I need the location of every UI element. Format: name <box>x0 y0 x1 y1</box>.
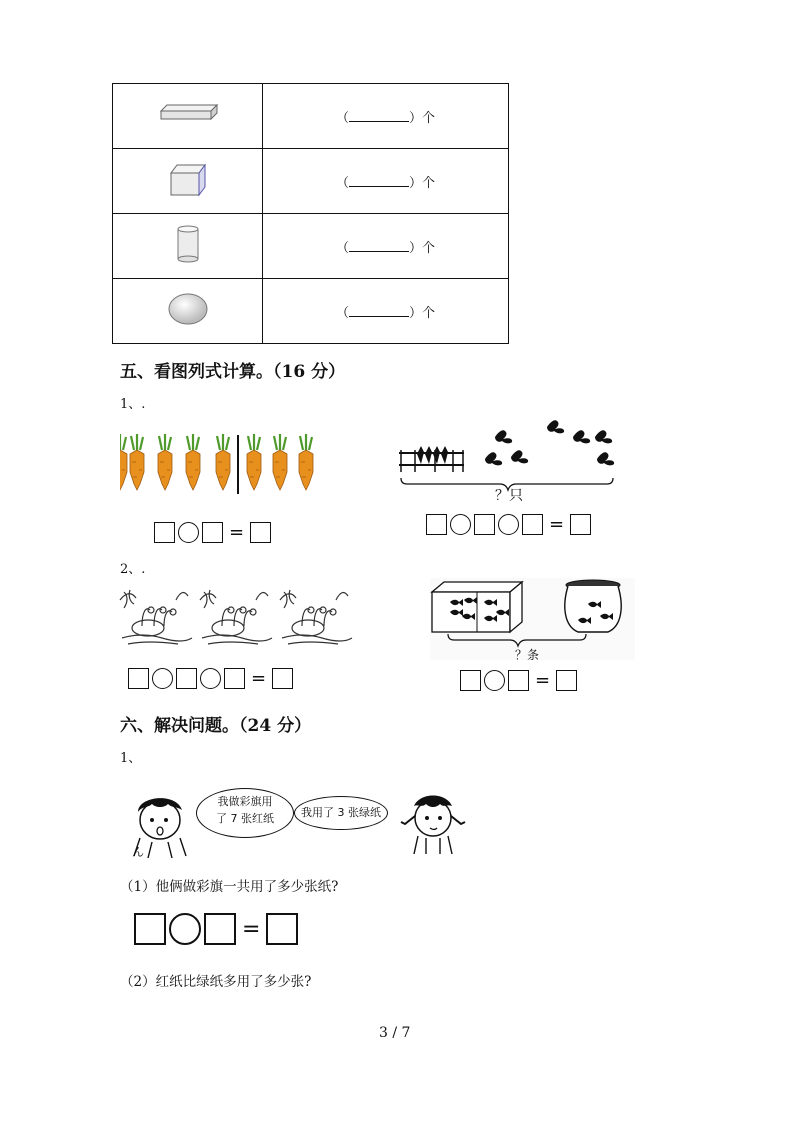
girl-speech-bubble: 我用了 3 张绿纸 <box>294 796 388 830</box>
table-row <box>113 279 509 344</box>
shape-cell <box>113 214 263 279</box>
answer-blank[interactable] <box>349 176 409 187</box>
sphere-icon <box>163 289 213 329</box>
carrots-illustration <box>120 432 330 494</box>
question-2-label: 2、. <box>120 562 146 577</box>
equals-sign: = <box>251 668 267 689</box>
answer-box[interactable] <box>508 670 529 691</box>
section-6-question-1-label: 1、 <box>120 751 142 766</box>
answer-cell <box>263 84 509 149</box>
answer-cell <box>263 279 509 344</box>
boy-speech-line2: 了 7 张红纸 <box>216 812 274 825</box>
fish-question-label: ？条 <box>515 648 540 662</box>
equals-sign: = <box>229 522 245 543</box>
paren-open: （ <box>335 175 349 191</box>
cube-icon <box>163 159 213 199</box>
operator-circle[interactable] <box>152 668 173 689</box>
operator-circle[interactable] <box>178 522 199 543</box>
question-1-label: 1、. <box>120 397 146 412</box>
answer-cell <box>263 149 509 214</box>
section-5-title: 五、看图列式计算。（16 分） <box>120 362 346 382</box>
equals-sign: = <box>535 670 551 691</box>
operator-circle[interactable] <box>498 514 519 535</box>
shape-cell <box>113 279 263 344</box>
equation-row-1 <box>154 522 274 543</box>
unit-label: ）个 <box>409 240 436 256</box>
boy-illustration <box>130 790 190 860</box>
equation-row-3 <box>128 668 296 689</box>
svg-text:ん: ん <box>132 845 145 859</box>
equals-sign: = <box>549 514 565 535</box>
answer-box[interactable] <box>134 913 166 945</box>
answer-box[interactable] <box>426 514 447 535</box>
unit-label: ）个 <box>409 305 436 321</box>
answer-box[interactable] <box>522 514 543 535</box>
equals-sign: = <box>242 916 261 942</box>
answer-box[interactable] <box>202 522 223 543</box>
operator-circle[interactable] <box>450 514 471 535</box>
shape-cell <box>113 149 263 214</box>
shape-cell <box>113 84 263 149</box>
answer-box[interactable] <box>128 668 149 689</box>
operator-circle[interactable] <box>169 913 201 945</box>
unit-label: ）个 <box>409 110 436 126</box>
answer-box[interactable] <box>272 668 293 689</box>
answer-box[interactable] <box>176 668 197 689</box>
answer-blank[interactable] <box>349 111 409 122</box>
operator-circle[interactable] <box>484 670 505 691</box>
paren-open: （ <box>335 240 349 256</box>
answer-box[interactable] <box>204 913 236 945</box>
answer-blank[interactable] <box>349 306 409 317</box>
boy-speech-line1: 我做彩旗用 <box>217 795 273 808</box>
shape-count-table <box>112 83 509 344</box>
paren-open: （ <box>335 110 349 126</box>
answer-box[interactable] <box>474 514 495 535</box>
answer-box[interactable] <box>250 522 271 543</box>
page-number: 3 / 7 <box>379 1025 411 1041</box>
girl-illustration <box>396 790 470 856</box>
answer-blank[interactable] <box>349 241 409 252</box>
paren-open: （ <box>335 305 349 321</box>
operator-circle[interactable] <box>200 668 221 689</box>
equation-row-2 <box>426 514 594 535</box>
equation-row-5 <box>134 913 301 945</box>
answer-box[interactable] <box>154 522 175 543</box>
answer-box[interactable] <box>570 514 591 535</box>
answer-box[interactable] <box>266 913 298 945</box>
equation-row-4 <box>460 670 580 691</box>
cuboid-flat-icon <box>153 99 223 129</box>
answer-box[interactable] <box>460 670 481 691</box>
sub-question-2: （2）红纸比绿纸多用了多少张? <box>120 974 312 990</box>
birds-question-label: ？只 <box>495 488 523 504</box>
boy-speech-bubble <box>196 788 294 838</box>
answer-box[interactable] <box>224 668 245 689</box>
answer-box[interactable] <box>556 670 577 691</box>
table-row <box>113 214 509 279</box>
sub-question-1: （1）他俩做彩旗一共用了多少张纸? <box>120 879 339 895</box>
section-6-title: 六、解决问题。（24 分） <box>120 716 312 736</box>
answer-cell <box>263 214 509 279</box>
table-row <box>113 84 509 149</box>
table-row <box>113 149 509 214</box>
cylinder-icon <box>168 222 208 266</box>
unit-label: ）个 <box>409 175 436 191</box>
ducks-illustration <box>118 586 358 651</box>
